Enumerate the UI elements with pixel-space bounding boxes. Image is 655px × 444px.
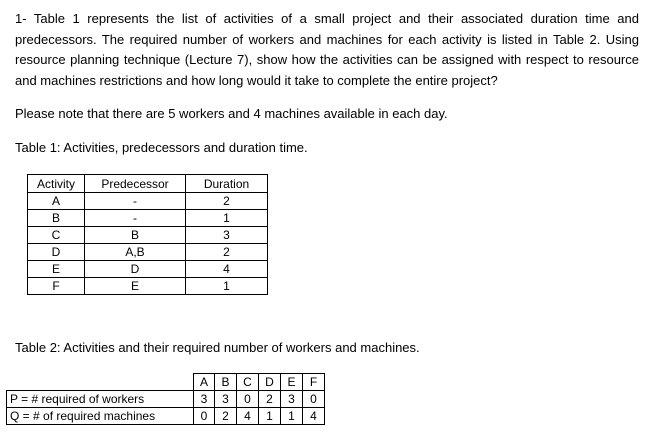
activity-cell: C	[28, 227, 85, 244]
table2-header-row	[7, 374, 325, 391]
workers-row-label: P = # required of workers	[7, 391, 194, 408]
workers-cell: 3	[281, 391, 303, 408]
activity-cell: E	[28, 261, 85, 278]
duration-cell: 1	[186, 278, 268, 295]
activity-cell: D	[28, 244, 85, 261]
predecessor-cell: D	[85, 261, 186, 278]
activity-cell: A	[28, 193, 85, 210]
activity-cell: B	[28, 210, 85, 227]
table2-caption: Table 2: Activities and their required number of workers and machines.	[15, 340, 420, 355]
workers-cell: 0	[303, 391, 325, 408]
table2-header-cell: C	[237, 374, 259, 391]
table-row	[7, 408, 325, 425]
workers-cell: 2	[259, 391, 281, 408]
predecessor-cell: A,B	[85, 244, 186, 261]
predecessor-cell: E	[85, 278, 186, 295]
predecessor-cell: -	[85, 210, 186, 227]
table1-header-activity: Activity	[28, 175, 85, 193]
table2-header-cell: F	[303, 374, 325, 391]
machines-cell: 4	[303, 408, 325, 425]
table-row	[28, 227, 268, 244]
table2-corner-cell	[7, 374, 194, 391]
table-row	[28, 210, 268, 227]
workers-cell: 3	[215, 391, 237, 408]
question-text: 1- Table 1 represents the list of activities of a small project and their associated duration time and predecessors. The required number of workers and machines for each activity is listed in Table 2. Using resource planning technique (Lecture 7), show how the activities can be assigned with respect to resource and machines restrictions and how long would it take to complete the entire project?	[15, 11, 639, 88]
table2-header-cell: E	[281, 374, 303, 391]
activity-cell: F	[28, 278, 85, 295]
table-row	[28, 278, 268, 295]
duration-cell: 2	[186, 193, 268, 210]
machines-cell: 1	[259, 408, 281, 425]
predecessor-cell: -	[85, 193, 186, 210]
table1-caption: Table 1: Activities, predecessors and duration time.	[15, 140, 308, 155]
duration-cell: 2	[186, 244, 268, 261]
workers-cell: 3	[194, 391, 215, 408]
table-row	[28, 244, 268, 261]
table1-header-row	[28, 175, 268, 193]
machines-cell: 4	[237, 408, 259, 425]
workers-cell: 0	[237, 391, 259, 408]
table-row	[28, 261, 268, 278]
machines-cell: 2	[215, 408, 237, 425]
machines-cell: 0	[194, 408, 215, 425]
resources-table	[6, 373, 325, 425]
table2-header-cell: D	[259, 374, 281, 391]
table1-header-duration: Duration	[186, 175, 268, 193]
table2-header-cell: B	[215, 374, 237, 391]
table1-header-predecessor: Predecessor	[85, 175, 186, 193]
duration-cell: 4	[186, 261, 268, 278]
table-row	[7, 391, 325, 408]
predecessor-cell: B	[85, 227, 186, 244]
machines-row-label: Q = # of required machines	[7, 408, 194, 425]
duration-cell: 1	[186, 210, 268, 227]
table-row	[28, 193, 268, 210]
duration-cell: 3	[186, 227, 268, 244]
activities-table	[27, 174, 268, 295]
machines-cell: 1	[281, 408, 303, 425]
table2-header-cell: A	[194, 374, 215, 391]
availability-note: Please note that there are 5 workers and 4 machines available in each day.	[15, 106, 448, 121]
